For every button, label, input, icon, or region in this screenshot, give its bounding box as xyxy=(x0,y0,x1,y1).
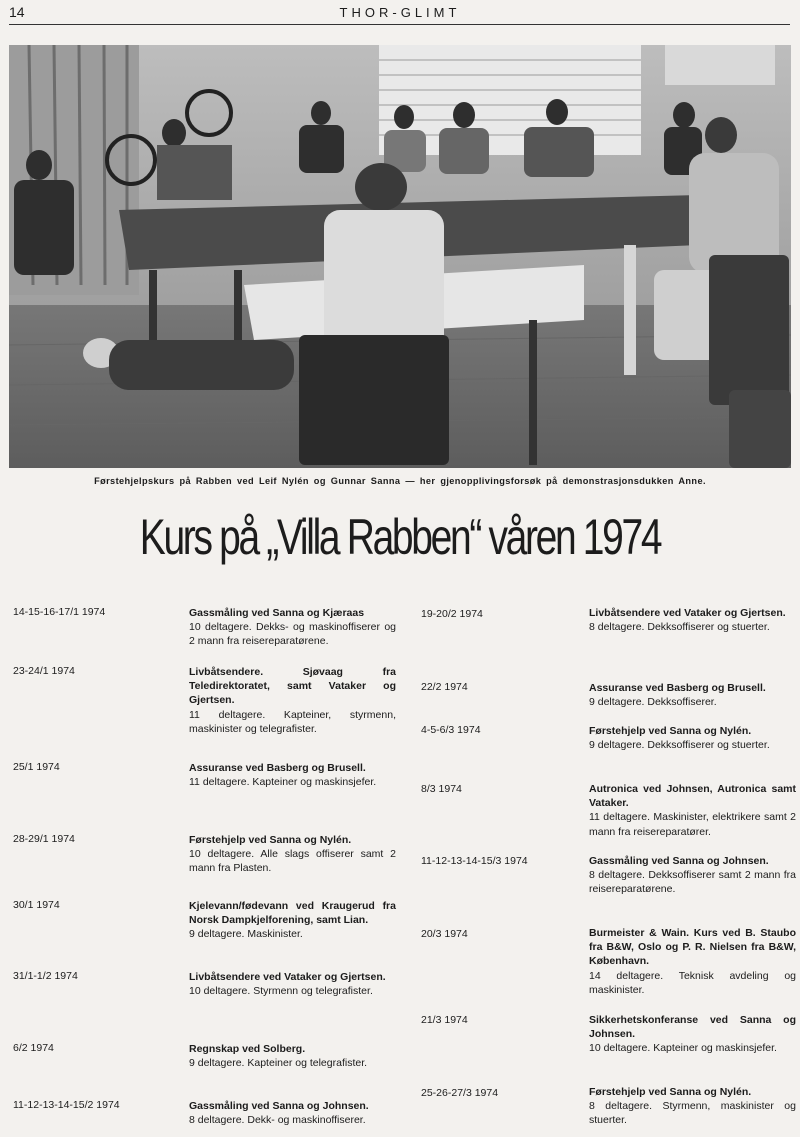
course-date: 20/3 1974 xyxy=(421,928,468,940)
course-date: 30/1 1974 xyxy=(13,899,60,911)
course-detail: 14 deltagere. Teknisk avdeling og maskinister. xyxy=(589,969,796,996)
course-detail: 8 deltagere. Dekk- og maskinoffiserer. xyxy=(189,1114,366,1127)
course-description xyxy=(589,724,796,752)
course-description xyxy=(189,761,396,789)
course-description xyxy=(589,1013,796,1056)
course-date: 25-26-27/3 1974 xyxy=(421,1087,499,1099)
course-description xyxy=(189,606,396,649)
course-detail: 10 deltagere. Dekks- og maskinoffiserer og 2 mann fra reisereparatørene. xyxy=(189,621,396,648)
course-description xyxy=(589,926,796,997)
magazine-title: THOR-GLIMT xyxy=(339,5,461,20)
course-description xyxy=(189,970,396,998)
course-heading: Livbåtsendere. Sjøvaag fra Teledirektoratet, samt Vataker og Gjertsen. xyxy=(189,666,396,707)
course-date: 25/1 1974 xyxy=(13,761,60,773)
course-description xyxy=(589,1085,796,1128)
course-date: 31/1-1/2 1974 xyxy=(13,970,78,982)
course-date: 19-20/2 1974 xyxy=(421,608,483,620)
course-heading: Regnskap ved Solberg. xyxy=(189,1043,306,1055)
course-date: 11-12-13-14-15/2 1974 xyxy=(13,1099,120,1111)
course-heading: Førstehjelp ved Sanna og Nylén. xyxy=(189,834,352,846)
course-description xyxy=(189,1042,396,1070)
course-description xyxy=(589,782,796,839)
photo-caption: Førstehjelpskurs på Rabben ved Leif Nylén og Gunnar Sanna — her gjenopplivingsforsøk på demonstrasjonsdukken Anne. xyxy=(94,476,706,486)
course-description xyxy=(189,1099,396,1127)
course-description xyxy=(189,833,396,876)
course-date: 4-5-6/3 1974 xyxy=(421,724,481,736)
course-detail: 10 deltagere. Alle slags offiserer samt 2 mann fra Plasten. xyxy=(189,848,396,875)
course-heading: Autronica ved Johnsen, Autronica samt Vataker. xyxy=(589,783,796,810)
page-header xyxy=(0,0,800,26)
course-description xyxy=(189,665,396,736)
photo-illustration xyxy=(9,45,791,468)
course-heading: Livbåtsendere ved Vataker og Gjertsen. xyxy=(189,971,386,983)
course-detail: 11 deltagere. Kapteiner, styrmenn, maskinister og telegrafister. xyxy=(189,708,396,735)
course-description xyxy=(189,899,396,942)
course-date: 28-29/1 1974 xyxy=(13,833,75,845)
course-date: 6/2 1974 xyxy=(13,1042,54,1054)
course-heading: Førstehjelp ved Sanna og Nylén. xyxy=(589,725,752,737)
course-detail: 10 deltagere. Styrmenn og telegrafister. xyxy=(189,985,373,998)
course-detail: 9 deltagere. Kapteiner og telegrafister. xyxy=(189,1057,368,1070)
course-date: 21/3 1974 xyxy=(421,1014,468,1026)
article-title: Kurs på „Villa Rabben“ våren 1974 xyxy=(139,509,661,565)
course-description xyxy=(589,606,796,634)
course-heading: Gassmåling ved Sanna og Johnsen. xyxy=(589,855,769,867)
course-heading: Livbåtsendere ved Vataker og Gjertsen. xyxy=(589,607,786,619)
course-detail: 9 deltagere. Dekksoffiserer. xyxy=(589,696,717,709)
course-heading: Førstehjelp ved Sanna og Nylén. xyxy=(589,1086,752,1098)
course-detail: 8 deltagere. Dekksoffiserer og stuerter. xyxy=(589,621,770,634)
course-date: 8/3 1974 xyxy=(421,783,462,795)
course-date: 22/2 1974 xyxy=(421,681,468,693)
course-detail: 8 deltagere. Dekksoffiserer samt 2 mann fra reisereparatørene. xyxy=(589,869,796,896)
course-detail: 9 deltagere. Dekksoffiserer og stuerter. xyxy=(589,739,770,752)
course-heading: Gassmåling ved Sanna og Kjæraas xyxy=(189,607,365,619)
course-detail: 9 deltagere. Maskinister. xyxy=(189,928,303,941)
course-heading: Sikkerhetskonferanse ved Sanna og Johnsen. xyxy=(589,1014,796,1041)
course-heading: Kjelevann/fødevann ved Kraugerud fra Norsk Dampkjelforening, samt Lian. xyxy=(189,900,396,927)
course-heading: Assuranse ved Basberg og Brusell. xyxy=(189,762,366,774)
course-heading: Assuranse ved Basberg og Brusell. xyxy=(589,682,766,694)
course-description xyxy=(589,681,796,709)
course-detail: 8 deltagere. Styrmenn, maskinister og stuerter. xyxy=(589,1100,796,1127)
course-detail: 11 deltagere. Kapteiner og maskinsjefer. xyxy=(189,776,377,789)
course-date: 14-15-16-17/1 1974 xyxy=(13,606,106,618)
course-detail: 11 deltagere. Maskinister, elektrikere samt 2 mann fra reisereparatører. xyxy=(589,811,796,838)
course-date: 23-24/1 1974 xyxy=(13,665,75,677)
course-description xyxy=(589,854,796,897)
course-date: 11-12-13-14-15/3 1974 xyxy=(421,855,528,867)
page-number: 14 xyxy=(9,4,25,20)
course-heading: Gassmåling ved Sanna og Johnsen. xyxy=(189,1100,369,1112)
header-rule xyxy=(9,24,790,25)
meeting-photo xyxy=(9,45,791,468)
course-detail: 10 deltagere. Kapteiner og maskinsjefer. xyxy=(589,1042,777,1055)
course-heading: Burmeister & Wain. Kurs ved B. Staubo fra B&W, Oslo og P. R. Nielsen fra B&W, København. xyxy=(589,927,796,968)
